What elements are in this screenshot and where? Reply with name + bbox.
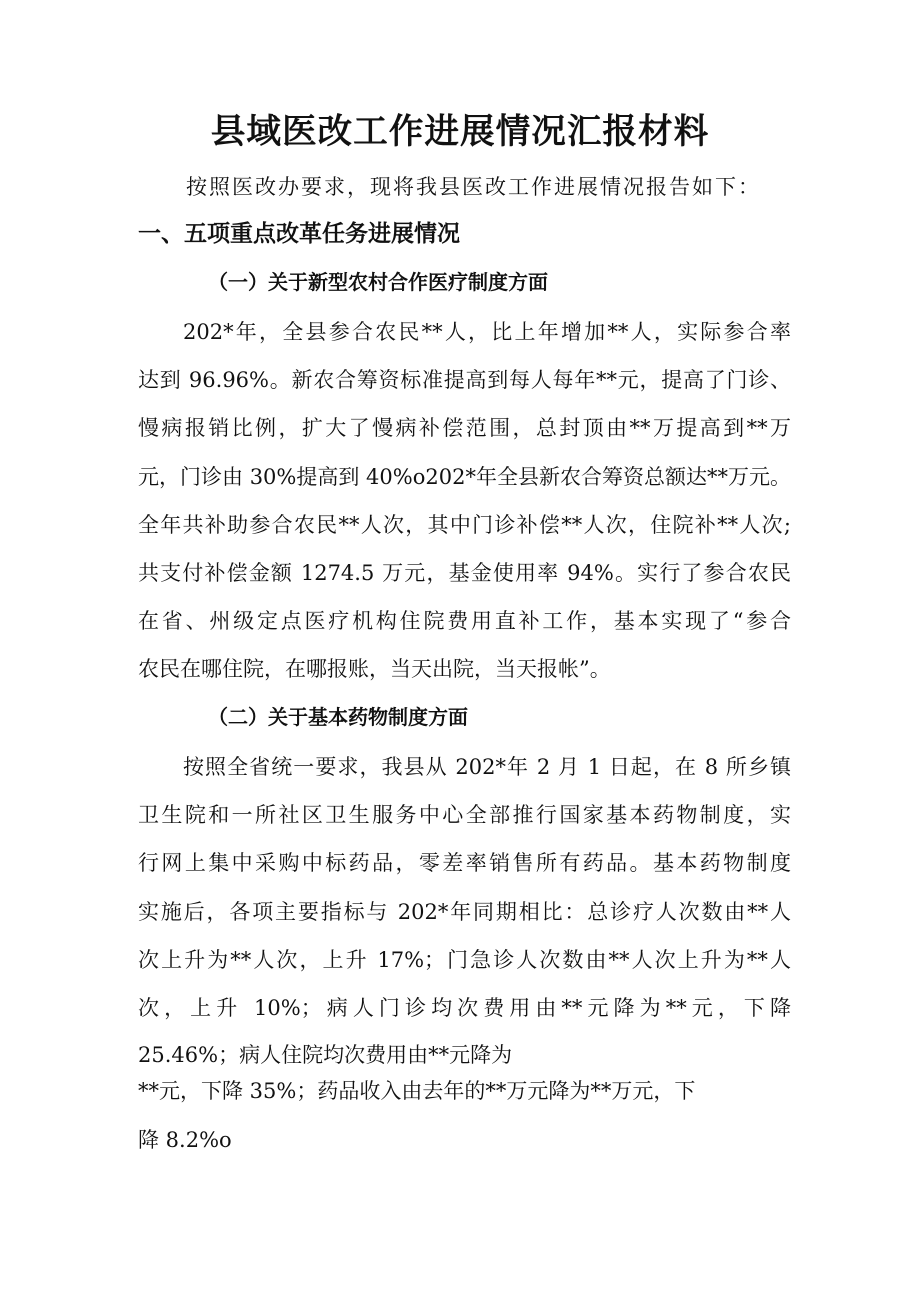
section-heading-essential-drugs: （二）关于基本药物制度方面 — [208, 705, 468, 729]
paragraph-line: 全年共补助参合农民**人次，其中门诊补偿**人次，住院补**人次; — [138, 513, 791, 537]
heading-level-1: 一、五项重点改革任务进展情况 — [138, 221, 460, 247]
paragraph-line: 慢病报销比例，扩大了慢病补偿范围，总封顶由**万提高到**万 — [138, 416, 791, 440]
paragraph-line: 202*年，全县参合农民**人，比上年增加**人，实际参合率 — [183, 320, 791, 344]
paragraph-line: **元，下降 35%；药品收入由去年的**万元降为**万元，下 — [138, 1079, 696, 1103]
paragraph-line: 达到 96.96%。新农合筹资标准提高到每人每年**元，提高了门诊、 — [138, 368, 791, 392]
paragraph-line: 元，门诊由 30%提高到 40%o202*年全县新农合筹资总额达**万元。 — [138, 465, 791, 489]
section-heading-ncms: （一）关于新型农村合作医疗制度方面 — [208, 270, 548, 294]
paragraph-line: 农民在哪住院，在哪报账，当天出院，当天报帐”。 — [138, 657, 611, 681]
paragraph-line: 25.46%；病人住院均次费用由**元降为 — [138, 1043, 513, 1067]
document-title: 县域医改工作进展情况汇报材料 — [210, 112, 710, 152]
paragraph-line: 次上升为**人次，上升 17%；门急诊人次数由**人次上升为**人 — [138, 948, 791, 972]
paragraph-line: 卫生院和一所社区卫生服务中心全部推行国家基本药物制度，实 — [138, 803, 791, 827]
paragraph-line: 在省、州级定点医疗机构住院费用直补工作，基本实现了“参合 — [138, 609, 791, 633]
paragraph-line: 降 8.2%o — [138, 1128, 232, 1152]
paragraph-line: 实施后，各项主要指标与 202*年同期相比：总诊疗人次数由**人 — [138, 900, 791, 924]
paragraph-line: 共支付补偿金额 1274.5 万元，基金使用率 94%。实行了参合农民 — [138, 561, 791, 585]
paragraph-line: 按照全省统一要求，我县从 202*年 2 月 1 日起，在 8 所乡镇 — [183, 755, 791, 779]
paragraph-line: 次，上升 10%；病人门诊均次费用由**元降为**元，下降 — [138, 996, 791, 1020]
intro-paragraph: 按照医改办要求，现将我县医改工作进展情况报告如下： — [186, 175, 761, 199]
paragraph-line: 行网上集中采购中标药品，零差率销售所有药品。基本药物制度 — [138, 851, 791, 875]
